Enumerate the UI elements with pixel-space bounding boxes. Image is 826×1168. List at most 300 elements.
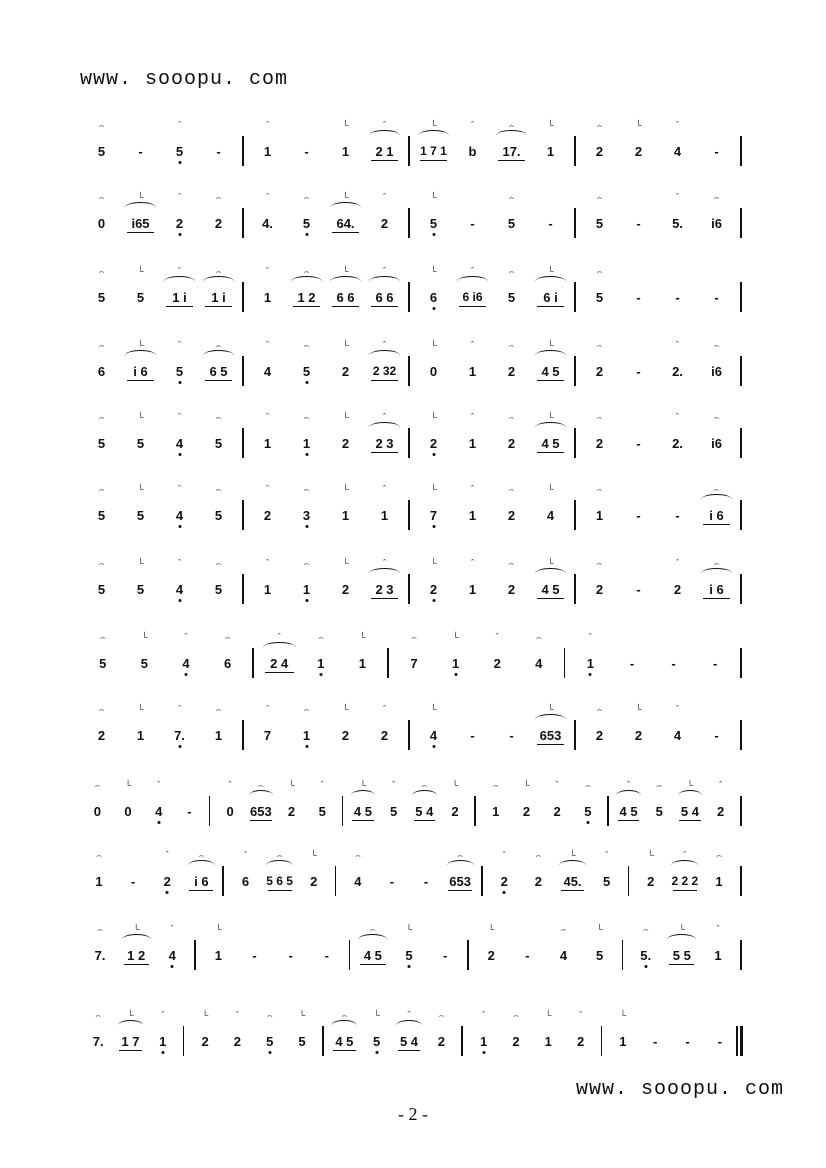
note: 5 xyxy=(302,216,311,231)
ornament-icon: ⌢ xyxy=(215,192,222,202)
note: i6 xyxy=(711,216,722,231)
ornament-icon: ˆ xyxy=(579,1010,583,1020)
beam-underline xyxy=(618,820,639,821)
ornament-icon: ˆ xyxy=(235,1010,239,1020)
note: 5 xyxy=(136,290,145,305)
ornament-icon: ⌢ xyxy=(713,192,720,202)
note: 1 2 xyxy=(297,290,316,305)
note: 1 xyxy=(263,290,272,305)
ornament-icon: ⌢ xyxy=(596,558,603,568)
octave-dot xyxy=(305,453,308,456)
note: - xyxy=(525,948,530,963)
ornament-icon: ˆ xyxy=(178,340,181,350)
ornament-icon: ˆ xyxy=(170,924,174,934)
ornament-icon: ˆ xyxy=(676,120,679,130)
barline xyxy=(335,866,337,896)
beam-underline xyxy=(265,672,294,673)
octave-dot xyxy=(644,965,647,968)
ornament-icon: └ xyxy=(430,120,437,130)
beam-underline xyxy=(537,744,564,745)
ornament-icon: ˆ xyxy=(383,340,386,350)
slur xyxy=(188,860,215,871)
barline xyxy=(408,136,410,166)
note: i 6 xyxy=(709,582,724,597)
octave-dot xyxy=(178,525,181,528)
ornament-icon: ⌢ xyxy=(317,632,324,642)
note: 2 xyxy=(380,728,389,743)
barline xyxy=(574,500,576,530)
ornament-icon: ⌢ xyxy=(303,192,310,202)
barline xyxy=(574,428,576,458)
beam-underline xyxy=(360,964,385,965)
ornament-icon: ˆ xyxy=(588,632,592,642)
octave-dot xyxy=(305,233,308,236)
ornament-icon: └ xyxy=(359,632,366,642)
beam-underline xyxy=(332,232,359,233)
note: - xyxy=(252,948,257,963)
note: 2 3 xyxy=(375,582,394,597)
ornament-icon: ⌢ xyxy=(215,558,222,568)
ornament-icon: └ xyxy=(288,780,295,790)
beam-underline xyxy=(561,890,585,891)
note: 5 xyxy=(602,874,611,889)
ornament-icon: ˆ xyxy=(471,340,474,350)
note: 17. xyxy=(502,144,521,159)
note: 1 xyxy=(302,582,311,597)
note: 1 2 xyxy=(127,948,146,963)
note: 4 xyxy=(546,508,555,523)
note: 1 xyxy=(468,436,477,451)
staff-line xyxy=(82,266,752,312)
slur xyxy=(331,1020,357,1031)
note: 45. xyxy=(563,874,582,889)
ornament-icon: ˆ xyxy=(719,780,723,790)
ornament-icon: ⌢ xyxy=(95,1010,102,1020)
ornament-icon: ⌢ xyxy=(596,192,603,202)
ornament-icon: ˆ xyxy=(244,850,247,860)
octave-dot xyxy=(432,599,435,602)
note: - xyxy=(304,144,309,159)
barline xyxy=(736,1026,738,1056)
barline xyxy=(740,574,742,604)
barline xyxy=(481,866,483,896)
note: 4 xyxy=(182,656,190,671)
ornament-icon: ˆ xyxy=(277,632,281,642)
note: 2 xyxy=(201,1034,209,1049)
note: - xyxy=(470,728,475,743)
ornament-icon: └ xyxy=(547,340,554,350)
beam-underline xyxy=(352,820,373,821)
note: 5. xyxy=(640,948,652,963)
note: - xyxy=(636,290,641,305)
note: 2 xyxy=(595,144,604,159)
beam-underline xyxy=(293,306,320,307)
note: 2 xyxy=(341,436,350,451)
barline xyxy=(740,428,742,458)
octave-dot xyxy=(432,233,435,236)
staff-line xyxy=(82,558,752,604)
note: 5 4 xyxy=(680,804,699,819)
staff-line xyxy=(82,192,752,238)
note: 5 xyxy=(175,364,184,379)
beam-underline xyxy=(537,380,564,381)
ornament-icon: └ xyxy=(137,558,144,568)
ornament-icon: ⌢ xyxy=(508,192,515,202)
note: 2 xyxy=(233,1034,242,1049)
note: 1 xyxy=(159,1034,167,1049)
beam-underline xyxy=(703,598,730,599)
ornament-icon: ⌢ xyxy=(215,340,222,350)
note: 4 xyxy=(559,948,568,963)
slur xyxy=(667,934,696,945)
barline xyxy=(242,356,244,386)
barline xyxy=(222,866,224,896)
slur xyxy=(678,790,703,801)
ornament-icon: ⌢ xyxy=(303,340,310,350)
note: 1 xyxy=(214,948,223,963)
note: 5. xyxy=(672,216,683,231)
note: 6 xyxy=(429,290,438,305)
note: 5 xyxy=(266,1034,274,1049)
note: 5 xyxy=(373,1034,381,1049)
barline xyxy=(194,940,196,970)
barline xyxy=(252,648,254,678)
beam-underline xyxy=(679,820,700,821)
ornament-icon: ⌢ xyxy=(596,266,603,276)
ornament-icon: ⌢ xyxy=(560,924,567,934)
beam-underline xyxy=(537,306,564,307)
slur xyxy=(701,568,732,579)
barline xyxy=(474,796,476,826)
note: 0 xyxy=(124,804,132,819)
note: 5 xyxy=(405,948,413,963)
octave-dot xyxy=(432,307,435,310)
ornament-icon: ˆ xyxy=(407,1010,411,1020)
ornament-icon: ⌢ xyxy=(438,1010,445,1020)
ornament-icon: └ xyxy=(127,1010,134,1020)
note: 2 xyxy=(175,216,184,231)
beam-underline xyxy=(205,380,232,381)
barline xyxy=(740,866,742,896)
note: 2 xyxy=(163,874,171,889)
note: 2 xyxy=(97,728,106,743)
note: 4 5 xyxy=(353,804,372,819)
ornament-icon: ⌢ xyxy=(98,484,105,494)
note: 2 32 xyxy=(372,364,397,378)
note: 5 xyxy=(97,436,106,451)
slur xyxy=(369,276,400,287)
ornament-icon: ⌢ xyxy=(94,780,101,790)
note: - xyxy=(324,948,329,963)
slur xyxy=(559,860,586,871)
barline xyxy=(387,648,389,678)
ornament-icon: └ xyxy=(342,704,349,714)
slur xyxy=(125,350,156,361)
ornament-icon: ⌢ xyxy=(98,704,105,714)
note: 2 xyxy=(507,508,516,523)
note: 5 xyxy=(655,804,663,819)
note: 4 5 xyxy=(541,436,560,451)
note: 2 xyxy=(341,728,350,743)
beam-underline xyxy=(371,160,398,161)
note: 1 xyxy=(619,1034,627,1049)
ornament-icon: └ xyxy=(686,780,694,790)
note: - xyxy=(717,1034,722,1049)
ornament-icon: ˆ xyxy=(471,120,474,130)
ornament-icon: └ xyxy=(523,780,530,790)
barline xyxy=(574,282,576,312)
barline xyxy=(408,208,410,238)
ornament-icon: └ xyxy=(201,1010,209,1020)
note: 4 5 xyxy=(619,804,638,819)
note: 2 2 2 xyxy=(671,874,699,888)
note: - xyxy=(216,144,221,159)
slur xyxy=(369,422,400,433)
note: 5 xyxy=(318,804,326,819)
barline xyxy=(242,282,244,312)
note: 0 xyxy=(226,804,234,819)
slur xyxy=(412,790,437,801)
ornament-icon: ˆ xyxy=(178,120,181,130)
ornament-icon: └ xyxy=(430,340,437,350)
ornament-icon: ⌢ xyxy=(303,484,310,494)
note: 4 xyxy=(354,874,362,889)
note: 5 xyxy=(390,804,398,819)
staff-line xyxy=(82,780,752,826)
slur xyxy=(266,860,293,871)
note: 6 6 xyxy=(336,290,355,305)
ornament-icon: ˆ xyxy=(266,558,269,568)
note: 6 xyxy=(223,656,232,671)
ornament-icon: ⌢ xyxy=(713,340,720,350)
staff-line xyxy=(82,924,752,970)
ornament-icon: ⌢ xyxy=(198,850,205,860)
beam-underline xyxy=(333,1050,356,1051)
note: 1 xyxy=(341,144,350,159)
note: i 6 xyxy=(709,508,724,523)
note: 5 xyxy=(99,656,107,671)
note: 6 i xyxy=(543,290,558,305)
note: 2 xyxy=(595,364,604,379)
note: 2 xyxy=(576,1034,585,1049)
ornament-icon: ˆ xyxy=(178,558,181,568)
ornament-icon: ˆ xyxy=(383,558,386,568)
barline xyxy=(740,796,742,826)
beam-underline xyxy=(268,890,292,891)
barline xyxy=(740,500,742,530)
ornament-icon: ˆ xyxy=(178,484,181,494)
slur xyxy=(396,1020,422,1031)
beam-underline xyxy=(673,890,697,891)
barline xyxy=(574,136,576,166)
ornament-icon: ⌢ xyxy=(98,412,105,422)
staff-line xyxy=(82,120,752,166)
ornament-icon: ⌢ xyxy=(715,850,722,860)
note: 6 xyxy=(97,364,106,379)
ornament-icon: └ xyxy=(137,484,144,494)
note: 1 xyxy=(451,656,460,671)
note: 1 xyxy=(380,508,389,523)
note: 4 xyxy=(175,508,184,523)
ornament-icon: ˆ xyxy=(502,850,506,860)
ornament-icon: ˆ xyxy=(627,780,631,790)
ornament-icon: └ xyxy=(342,558,349,568)
beam-underline xyxy=(498,160,525,161)
slur xyxy=(496,130,527,141)
note: 4 xyxy=(429,728,438,743)
ornament-icon: └ xyxy=(452,632,459,642)
note: i6 xyxy=(711,436,722,451)
slur xyxy=(535,276,566,287)
note: i 6 xyxy=(133,364,148,379)
note: 2 xyxy=(310,874,318,889)
note: 4 5 xyxy=(363,948,382,963)
ornament-icon: ⌢ xyxy=(596,120,603,130)
beam-underline xyxy=(371,452,398,453)
barline xyxy=(242,500,244,530)
note: 0 xyxy=(97,216,106,231)
ornament-icon: ˆ xyxy=(383,484,386,494)
beam-underline xyxy=(119,1050,142,1051)
octave-dot xyxy=(589,673,592,676)
ornament-icon: ⌢ xyxy=(224,632,231,642)
barline xyxy=(467,940,469,970)
note: 5 xyxy=(97,508,106,523)
ornament-icon: ⌢ xyxy=(96,850,103,860)
note: 1 xyxy=(595,508,604,523)
slur xyxy=(616,790,641,801)
slur xyxy=(122,934,151,945)
note: - xyxy=(629,656,635,671)
note: 2 xyxy=(493,656,501,671)
ornament-icon: ⌢ xyxy=(457,850,464,860)
ornament-icon: ˆ xyxy=(676,558,679,568)
octave-dot xyxy=(178,161,181,164)
slur xyxy=(535,568,566,579)
note: 2 xyxy=(534,874,542,889)
ornament-icon: ˆ xyxy=(676,340,679,350)
octave-dot xyxy=(586,821,589,824)
note: 2 xyxy=(634,144,643,159)
ornament-icon: ˆ xyxy=(178,266,181,276)
ornament-icon: ⌢ xyxy=(492,780,499,790)
ornament-icon: ⌢ xyxy=(535,850,542,860)
note: 2 xyxy=(487,948,495,963)
note: 5 xyxy=(595,290,604,305)
ornament-icon: ⌢ xyxy=(369,924,376,934)
slur xyxy=(203,276,234,287)
barline xyxy=(740,940,742,970)
note: 653 xyxy=(449,874,472,889)
ornament-icon: └ xyxy=(430,266,437,276)
note: 4 xyxy=(673,144,682,159)
page-number: - 2 - xyxy=(398,1104,428,1124)
octave-dot xyxy=(432,745,435,748)
ornament-icon: └ xyxy=(545,1010,552,1020)
ornament-icon: ˆ xyxy=(266,704,269,714)
note: - xyxy=(636,364,641,379)
octave-dot xyxy=(305,599,308,602)
note: 0 xyxy=(93,804,101,819)
barline xyxy=(408,720,410,750)
ornament-icon: ˆ xyxy=(392,780,396,790)
beam-underline xyxy=(537,452,564,453)
ornament-icon: └ xyxy=(137,192,144,202)
ornament-icon: └ xyxy=(488,924,495,934)
ornament-icon: └ xyxy=(342,120,349,130)
note: 5 xyxy=(595,216,604,231)
beam-underline xyxy=(398,1050,421,1051)
note: 5 xyxy=(214,436,223,451)
beam-underline xyxy=(448,890,472,891)
staff-line xyxy=(82,704,752,750)
note: 2 xyxy=(595,728,604,743)
barline xyxy=(740,648,742,678)
ornament-icon: ˆ xyxy=(266,340,269,350)
note: 2. xyxy=(672,436,683,451)
ornament-icon: └ xyxy=(342,192,349,202)
note: - xyxy=(138,144,143,159)
note: 5 xyxy=(595,948,604,963)
barline xyxy=(740,282,742,312)
ornament-icon: ⌢ xyxy=(596,484,603,494)
ornament-icon: ˆ xyxy=(495,632,499,642)
ornament-icon: ⌢ xyxy=(266,1010,273,1020)
ornament-icon: └ xyxy=(547,412,554,422)
note: - xyxy=(288,948,293,963)
note: 1 xyxy=(468,508,477,523)
ornament-icon: ⌢ xyxy=(508,340,515,350)
ornament-icon: ⌢ xyxy=(596,340,603,350)
watermark-top: www. sooopu. com xyxy=(80,68,289,91)
octave-dot xyxy=(178,381,181,384)
note: 2 xyxy=(507,364,516,379)
note: 1 xyxy=(468,582,477,597)
ornament-icon: ˆ xyxy=(178,412,181,422)
note: 5 xyxy=(97,144,106,159)
note: 2 xyxy=(341,582,350,597)
ornament-icon: ⌢ xyxy=(596,704,603,714)
note: 1 xyxy=(341,508,350,523)
slur xyxy=(447,860,474,871)
note: 2 xyxy=(214,216,223,231)
note: - xyxy=(636,582,641,597)
octave-dot xyxy=(503,891,506,894)
note: - xyxy=(713,656,718,671)
note: 6 6 xyxy=(375,290,394,305)
note: 7. xyxy=(174,728,185,743)
note: 2 1 xyxy=(375,144,394,159)
octave-dot xyxy=(157,821,160,824)
ornament-icon: └ xyxy=(141,632,148,642)
ornament-icon: ˆ xyxy=(471,484,474,494)
barline xyxy=(740,356,742,386)
note: 5 xyxy=(140,656,149,671)
beam-underline xyxy=(124,964,149,965)
ornament-icon: └ xyxy=(635,120,642,130)
octave-dot xyxy=(171,965,174,968)
barline xyxy=(242,136,244,166)
ornament-icon: ⌢ xyxy=(508,412,515,422)
ornament-icon: ⌢ xyxy=(584,780,591,790)
ornament-icon: ⌢ xyxy=(421,780,428,790)
note: 5 xyxy=(302,364,311,379)
barline xyxy=(342,796,344,826)
ornament-icon: ⌢ xyxy=(98,266,105,276)
note: 1 xyxy=(586,656,595,671)
ornament-icon: ⌢ xyxy=(713,484,720,494)
note: 5 6 5 xyxy=(266,874,293,888)
